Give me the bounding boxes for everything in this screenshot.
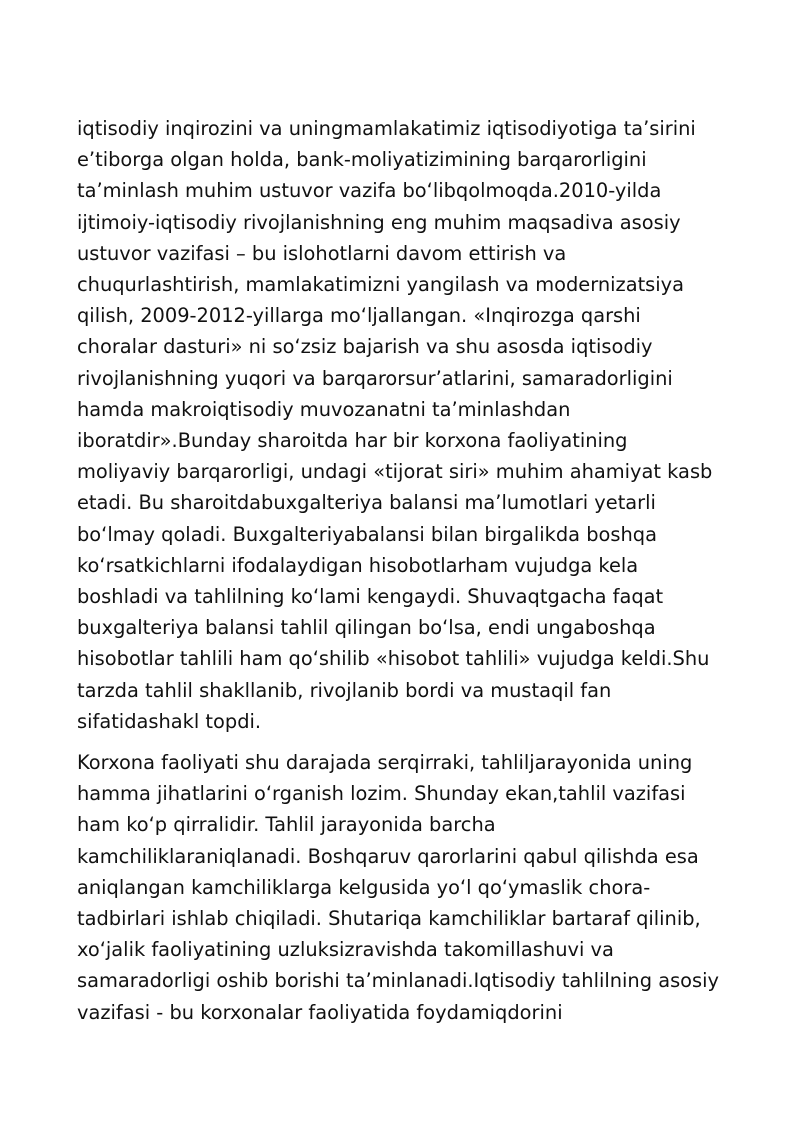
text-line: ham ko‘p qirralidir. Tahlil jarayonida barcha [77, 813, 496, 837]
text-line: hamma jihatlarini o‘rganish lozim. Shunday ekan,tahlil vazifasi [77, 782, 686, 806]
text-line: bo‘lmay qoladi. Buxgalteriyabalansi bilan birgalikda boshqa [77, 522, 657, 546]
text-line: ko‘rsatkichlarni ifodalaydigan hisobotlarham vujudga kela [77, 553, 639, 577]
text-line: iboratdir».Bunday sharoitda har bir korxona faoliyatining [77, 429, 628, 453]
text-line: iqtisodiy inqirozini va uningmamlakatimiz iqtisodiyotiga ta’sirini [77, 117, 696, 140]
text-line: samaradorligi oshib borishi ta’minlanadi.Iqtisodiy tahlilning asosiy [77, 969, 720, 993]
text-line: hisobotlar tahlili ham qo‘shilib «hisobot tahlili» vujudga keldi.Shu [77, 647, 710, 671]
text-line: ta’minlash muhim ustuvor vazifa bo‘libqolmoqda.2010-yilda [77, 179, 662, 203]
text-line: vazifasi - bu korxonalar faoliyatida foydamiqdorini [77, 1000, 563, 1024]
paragraph-1 [77, 113, 729, 737]
text-line: boshladi va tahlilning ko‘lami kengaydi. Shuvaqtgacha faqat [77, 585, 664, 609]
paragraph-2 [77, 747, 729, 1028]
text-line: qilish, 2009-2012-yillarga mo‘ljallangan. «Inqirozga qarshi [77, 304, 641, 328]
text-line: aniqlangan kamchiliklarga kelgusida yo‘l qo‘ymaslik chora- [77, 875, 651, 899]
text-line: rivojlanishning yuqori va barqarorsur’atlarini, samaradorligini [77, 366, 673, 390]
text-line: etadi. Bu sharoitdabuxgalteriya balansi ma’lumotlari yetarli [77, 491, 656, 515]
text-line: hamda makroiqtisodiy muvozanatni ta’minlashdan [77, 397, 571, 421]
text-line: tadbirlari ishlab chiqiladi. Shutariqa kamchiliklar bartaraf qilinib, [77, 907, 701, 931]
text-line: e’tiborga olgan holda, bank-moliyatizimining barqarorligini [77, 148, 647, 172]
text-line: buxgalteriya balansi tahlil qilingan bo‘lsa, endi ungaboshqa [77, 616, 656, 640]
text-line: kamchiliklaraniqlanadi. Boshqaruv qarorlarini qabul qilishda esa [77, 844, 699, 868]
document-body [77, 113, 729, 1028]
text-line: sifatidashakl topdi. [77, 709, 262, 733]
text-line: ustuvor vazifasi – bu islohotlarni davom ettirish va [77, 241, 567, 265]
text-line: ijtimoiy-iqtisodiy rivojlanishning eng muhim maqsadiva asosiy [77, 210, 681, 234]
text-line: moliyaviy barqarorligi, undagi «tijorat siri» muhim ahamiyat kasb [77, 460, 713, 484]
text-line: choralar dasturi» ni so‘zsiz bajarish va shu asosda iqtisodiy [77, 335, 653, 359]
text-line: xo‘jalik faoliyatining uzluksizravishda takomillashuvi va [77, 938, 614, 962]
text-line: Korxona faoliyati shu darajada serqirraki, tahliljarayonida uning [77, 751, 693, 775]
text-line: chuqurlashtirish, mamlakatimizni yangilash va modernizatsiya [77, 273, 685, 297]
text-line: tarzda tahlil shakllanib, rivojlanib bordi va mustaqil fan [77, 678, 612, 702]
